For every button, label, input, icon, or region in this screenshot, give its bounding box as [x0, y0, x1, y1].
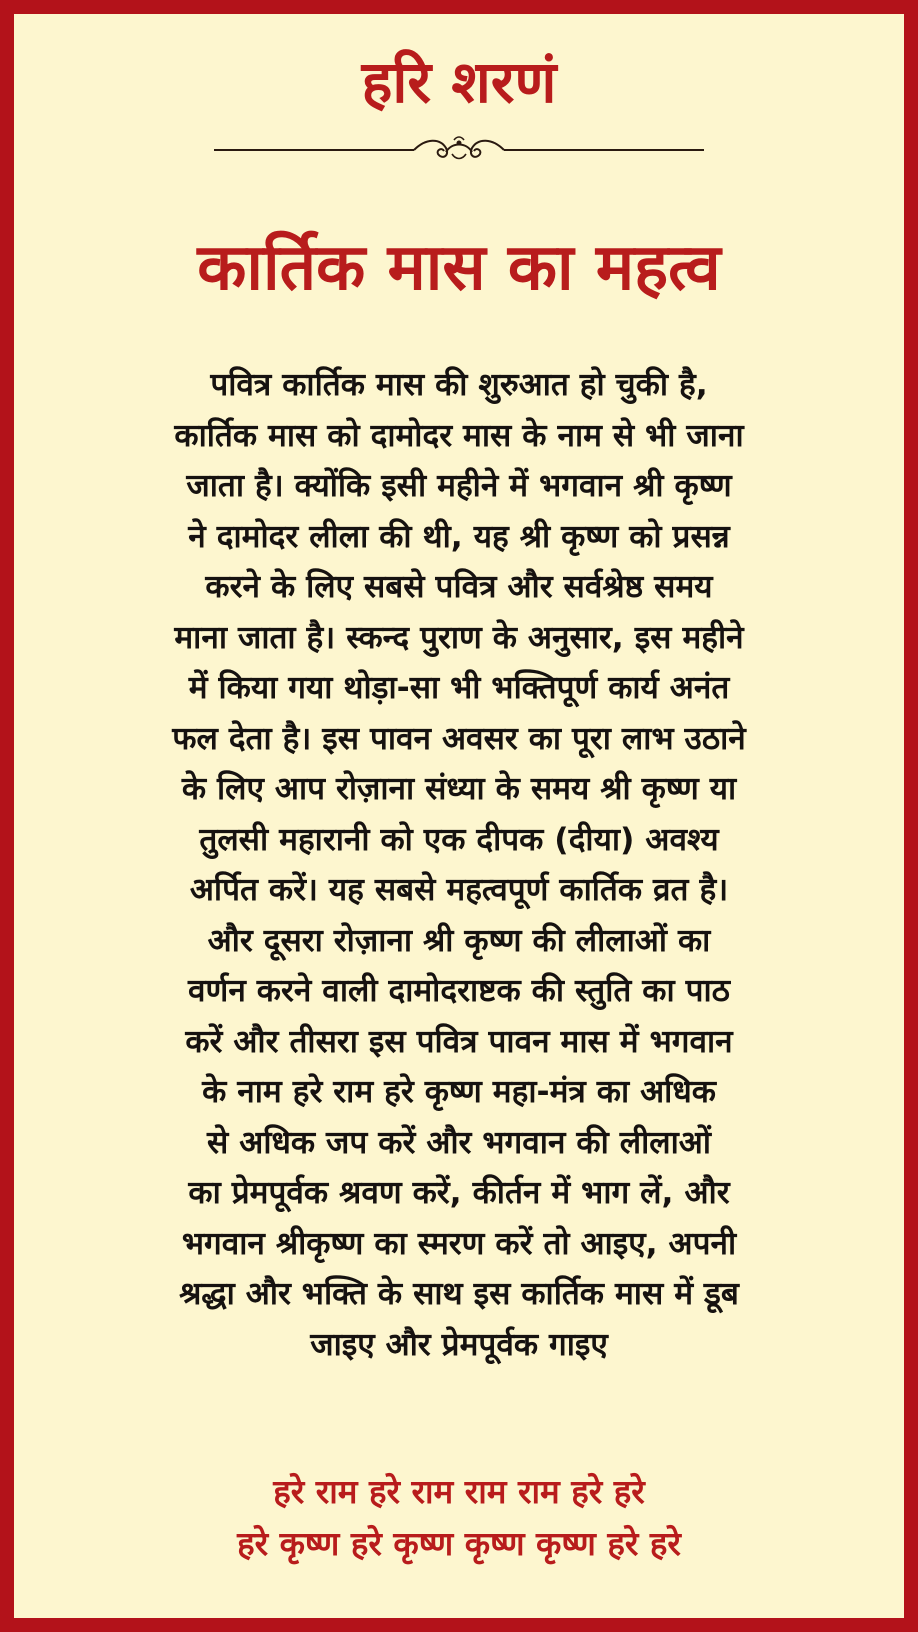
page-frame [14, 14, 904, 1618]
ornamental-divider-icon [214, 130, 704, 170]
body-line: वर्णन करने वाली दामोदराष्टक की स्तुति का पाठ [188, 973, 730, 1009]
page-title: कार्तिक मास का महत्व [197, 231, 721, 305]
body-line: माना जाता है। स्कन्द पुराण के अनुसार, इस महीने [174, 619, 744, 656]
body-line: ने दामोदर लीला की थी, यह श्री कृष्ण को प्रसन्न [188, 518, 730, 555]
article-body [42, 360, 876, 1370]
brand-heading: हरि शरणं [361, 48, 557, 116]
body-line: कार्तिक मास को दामोदर मास के नाम से भी जाना [174, 417, 744, 454]
body-line: फल देता है। इस पावन अवसर का पूरा लाभ उठाने [172, 720, 746, 757]
body-line: भगवान श्रीकृष्ण का स्मरण करें तो आइए, अपनी [181, 1225, 737, 1262]
body-line: जाइए और प्रेमपूर्वक गाइए [310, 1326, 608, 1363]
body-line: तुलसी महारानी को एक दीपक (दीया) अवश्य [199, 821, 719, 858]
body-line: पवित्र कार्तिक मास की शुरुआत हो चुकी है, [210, 367, 708, 403]
body-line: और दूसरा रोज़ाना श्री कृष्ण की लीलाओं का [207, 922, 711, 959]
body-line: के लिए आप रोज़ाना संध्या के समय श्री कृष्ण या [181, 771, 737, 807]
mantra-line-1: हरे राम हरे राम राम राम हरे हरे [273, 1472, 645, 1511]
body-line: जाता है। क्योंकि इसी महीने में भगवान श्री कृष्ण [186, 468, 732, 504]
body-line: करें और तीसरा इस पवित्र पावन मास में भगवान [185, 1023, 733, 1060]
body-line: से अधिक जप करें और भगवान की लीलाओं [207, 1124, 711, 1161]
mantra-line-2: हरे कृष्ण हरे कृष्ण कृष्ण कृष्ण हरे हरे [237, 1524, 681, 1563]
body-line: में किया गया थोड़ा-सा भी भक्तिपूर्ण कार्य अनंत [188, 670, 730, 706]
mahamantra [14, 1466, 904, 1570]
body-line: के नाम हरे राम हरे कृष्ण महा-मंत्र का अधिक [202, 1074, 716, 1110]
body-line: अर्पित करें। यह सबसे महत्वपूर्ण कार्तिक व्रत है। [189, 872, 729, 908]
body-line: श्रद्धा और भक्ति के साथ इस कार्तिक मास में डूब [179, 1276, 739, 1312]
body-line: करने के लिए सबसे पवित्र और सर्वश्रेष्ठ समय [205, 569, 713, 605]
body-line: का प्रेमपूर्वक श्रवण करें, कीर्तन में भाग लें, और [188, 1175, 730, 1211]
